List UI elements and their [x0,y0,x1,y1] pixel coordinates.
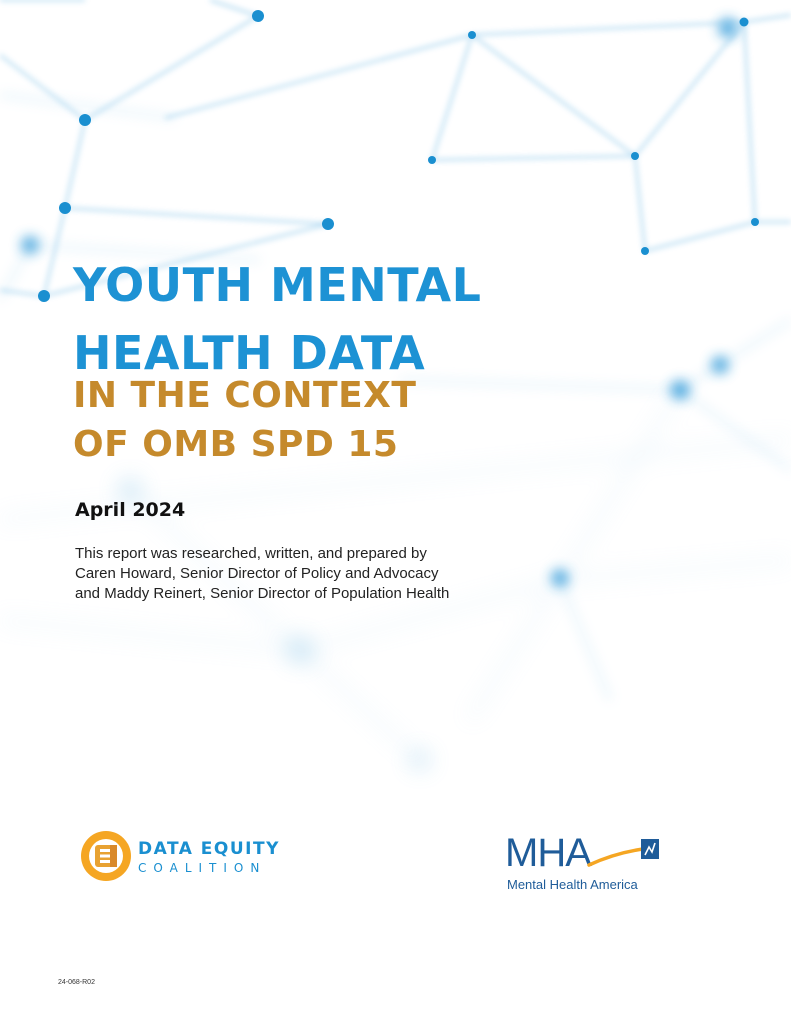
data-equity-logo-line-1: DATA EQUITY [138,839,280,859]
report-date: April 2024 [75,499,186,521]
subtitle-line-2: OF OMB SPD 15 [73,424,399,465]
author-credits [75,544,449,604]
mha-swoosh-icon [585,835,661,873]
document-code: 24-068-R02 [58,979,95,986]
credits-line-3: and Maddy Reinert, Senior Director of Population Health [75,585,450,602]
data-equity-coalition-mark-icon [80,828,132,884]
mha-logo-letters: MHA [505,831,591,875]
data-equity-logo-line-2: COALITION [138,861,267,875]
title-line-2: HEALTH DATA [73,326,426,380]
credits-line-1: This report was researched, written, and prepared by [75,545,427,562]
subtitle-line-1: IN THE CONTEXT [73,375,417,416]
mha-logo-caption: Mental Health America [507,877,638,892]
mental-health-america-logo [505,833,665,895]
data-equity-coalition-logo [80,828,310,884]
title-line-1: YOUTH MENTAL [73,258,482,312]
credits-line-2: Caren Howard, Senior Director of Policy and Advocacy [75,565,439,582]
